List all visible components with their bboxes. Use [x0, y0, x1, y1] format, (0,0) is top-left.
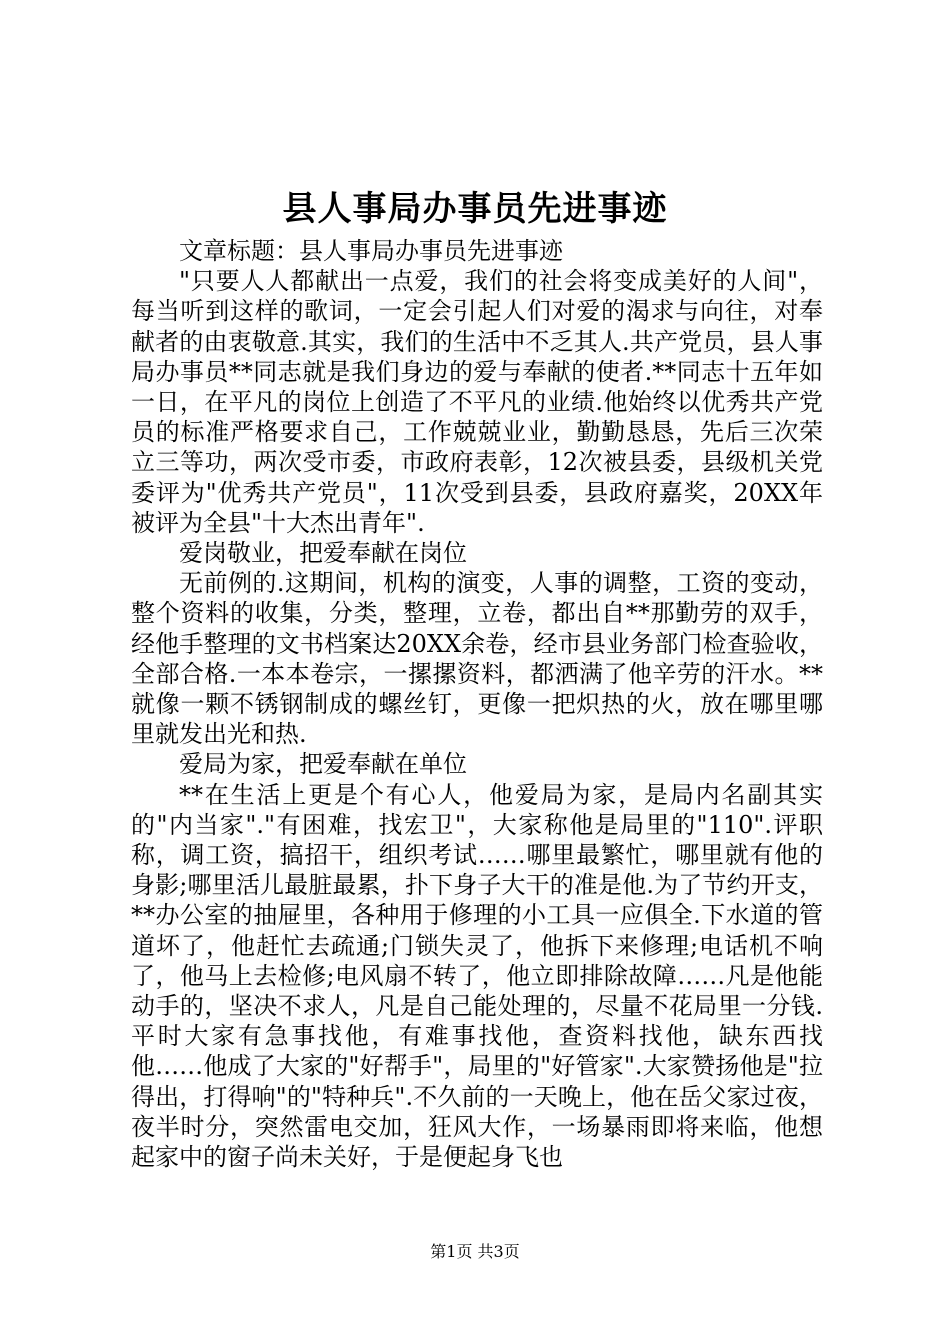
document-title: 县人事局办事员先进事迹 — [282, 189, 668, 229]
document-body — [131, 236, 823, 1172]
intro-paragraph: "只要人人都献出一点爱，我们的社会将变成美好的人间"，每当听到这样的歌词，一定会引起人们对爱的渴求与向往，对奉献者的由衷敬意.其实，我们的生活中不乏其人.共产党员，县人事局办事员**同志就是我们身边的爱与奉献的使者.**同志十五年如一日，在平凡的岗位上创造了不平凡的业绩.他始终以优秀共产党员的标准严格要求自己，工作兢兢业业，勤勤恳恳，先后三次荣立三等功，两次受市委，市政府表彰，12次被县委，县级机关党委评为"优秀共产党员"，11次受到县委，县政府嘉奖，20XX年被评为全县"十大杰出青年". — [131, 267, 823, 537]
post-paragraph: 无前例的.这期间，机构的演变，人事的调整，工资的变动，整个资料的收集，分类，整理，立卷，都出自**那勤劳的双手，经他手整理的文书档案达20XX余卷，经市县业务部门检查验收，全部合格.一本本卷宗，一摞摞资料，都洒满了他辛劳的汗水。**就像一颗不锈钢制成的螺丝钉，更像一把炽热的火，放在哪里哪里就发出光和热. — [131, 569, 823, 749]
section-heading-unit: 爱局为家，把爱奉献在单位 — [179, 750, 467, 779]
article-title-line: 文章标题：县人事局办事员先进事迹 — [179, 237, 563, 265]
unit-paragraph: **在生活上更是个有心人，他爱局为家，是局内名副其实的"内当家"."有困难，找宏卫"，大家称他是局里的"110".评职称，调工资，搞招干，组织考试……哪里最繁忙，哪里就有他的身影;哪里活儿最脏最累，扑下身子大干的准是他.为了节约开支，**办公室的抽屉里，各种用于修理的小工具一应俱全.下水道的管道坏了，他赶忙去疏通;门锁失灵了，他拆下来修理;电话机不响了，他马上去检修;电风扇不转了，他立即排除故障……凡是他能动手的，坚决不求人，凡是自己能处理的，尽量不花局里一分钱.平时大家有急事找他，有难事找他，查资料找他，缺东西找他……他成了大家的"好帮手"，局里的"好管家".大家赞扬他是"拉得出，打得响"的"特种兵".不久前的一天晚上，他在岳父家过夜，夜半时分，突然雷电交加，狂风大作，一场暴雨即将来临，他想起家中的窗子尚未关好，于是便起身飞也 — [131, 780, 823, 1172]
page-footer: 第1页 共3页 — [430, 1242, 520, 1261]
section-heading-post: 爱岗敬业，把爱奉献在岗位 — [179, 539, 467, 568]
